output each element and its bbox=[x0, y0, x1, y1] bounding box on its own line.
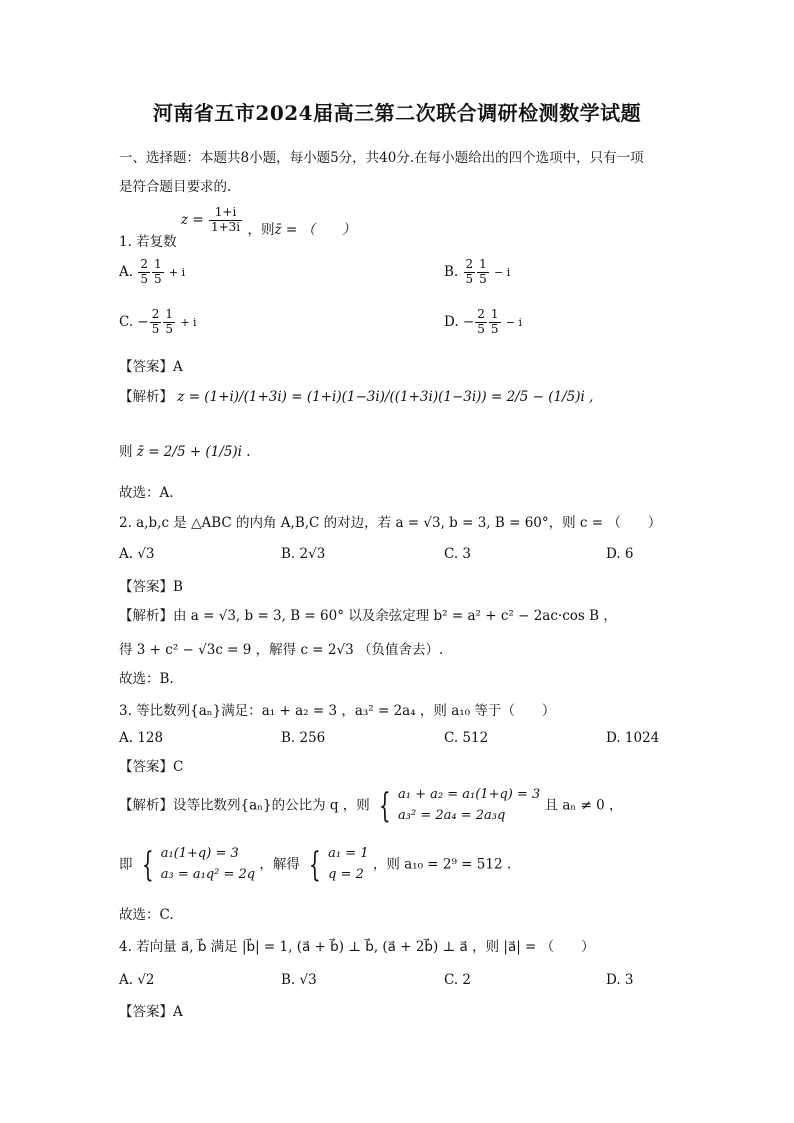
q1-option-c-label: C. bbox=[119, 313, 134, 330]
q3-system-1-line-2: a₃² = 2a₄ = 2a₃q bbox=[398, 807, 506, 823]
q2-step: 得 3 + c² − √3c = 9 ，解得 c = 2√3 （负值舍去）. bbox=[119, 642, 444, 658]
section-heading-line1: 一、选择题：本题共8小题，每小题5分，共40分.在每小题给出的四个选项中，只有一项 bbox=[119, 150, 644, 166]
q3-solve: ，解得 bbox=[259, 856, 300, 873]
q1-analysis-expr: z = (1+i)/(1+3i) = (1+i)(1−3i)/((1+3i)(1−3i)) = 2/5 − (1/5)i , bbox=[177, 389, 594, 405]
q3-analysis-suffix: 且 aₙ ≠ 0 ， bbox=[544, 797, 623, 814]
q3-option-b[interactable]: B. 256 bbox=[281, 730, 326, 746]
q4-answer: 【答案】A bbox=[119, 1004, 183, 1020]
q1-prefix: 1. 若复数 bbox=[119, 233, 177, 250]
q1-then-label: 则 bbox=[119, 444, 133, 460]
q1-option-a[interactable] bbox=[119, 258, 185, 287]
q1-zbar: z̄ = （ ） bbox=[274, 221, 356, 238]
q1-option-b-frac2: $\frac{1}{5}$ bbox=[479, 257, 487, 286]
q1-option-d-frac1: $\frac{2}{5}$ bbox=[477, 307, 485, 336]
q2-option-a[interactable]: A. √3 bbox=[119, 546, 155, 562]
q1-option-b-frac1: $\frac{2}{5}$ bbox=[465, 257, 474, 286]
q1-option-a-frac2: $\frac{1}{5}$ bbox=[153, 257, 162, 286]
q1-option-d[interactable]: D. − $\frac{2}{5}$ $\frac{1}{5}$ − i bbox=[444, 307, 523, 336]
q2-option-c[interactable]: C. 3 bbox=[444, 546, 472, 562]
q3-system-1 bbox=[398, 785, 540, 827]
q1-then bbox=[119, 440, 251, 460]
q3-conclusion: 故选：C. bbox=[119, 907, 174, 923]
q3-option-d[interactable]: D. 1024 bbox=[606, 730, 660, 746]
q2-option-d[interactable]: D. 6 bbox=[606, 546, 634, 562]
q3-option-c[interactable]: C. 512 bbox=[444, 730, 489, 746]
q2-stem: 2. a,b,c 是 △ABC 的内角 A,B,C 的对边，若 a = √3, b = 3, B = 60°，则 c = （ ） bbox=[119, 515, 662, 531]
q3-system-1-line-1: a₁ + a₂ = a₁(1+q) = 3 bbox=[398, 787, 541, 802]
q4-option-b[interactable]: B. √3 bbox=[281, 972, 317, 988]
q1-conclusion: 故选：A. bbox=[119, 485, 174, 501]
q1-option-d-text: − i bbox=[505, 315, 523, 329]
q1-option-c-frac2: $\frac{1}{5}$ bbox=[165, 307, 174, 336]
page-title: 河南省五市2024届高三第二次联合调研检测数学试题 bbox=[152, 101, 642, 125]
q3-solution bbox=[119, 844, 511, 886]
q2-answer: 【答案】B bbox=[119, 579, 183, 595]
q4-option-c[interactable]: C. 2 bbox=[444, 972, 472, 988]
q3-ji: 即 bbox=[119, 856, 133, 873]
q1-option-a-frac1: $\frac{2}{5}$ bbox=[140, 257, 148, 286]
q2-analysis: 【解析】由 a = √3, b = 3, B = 60° 以及余弦定理 b² = a² + c² − 2ac·cos B ， bbox=[119, 608, 617, 624]
q1-answer: 【答案】A bbox=[119, 359, 183, 375]
q1-option-a-label: A. bbox=[119, 263, 134, 280]
q1-option-c[interactable]: C. − $\frac{2}{5}$ $\frac{1}{5}$ + i bbox=[119, 307, 197, 336]
q1-stem bbox=[119, 205, 356, 250]
q1-analysis-label: 【解析】 bbox=[119, 389, 173, 405]
q1-then-expr: z̄ = 2/5 + (1/5)i . bbox=[136, 444, 251, 460]
q1-option-c-text: + i bbox=[180, 315, 197, 329]
q3-system-3-line-2: q = 2 bbox=[328, 866, 364, 882]
q3-system-2-line-1: a₁(1+q) = 3 bbox=[160, 846, 239, 861]
q3-system-3-line-1: a₁ = 1 bbox=[328, 846, 369, 861]
q3-stem: 3. 等比数列{aₙ}满足：a₁ + a₂ = 3 ，a₃² = 2a₄ ，则 a₁₀ 等于（ ） bbox=[119, 703, 556, 719]
q4-option-d[interactable]: D. 3 bbox=[606, 972, 634, 988]
section-heading-line2: 是符合题目要求的. bbox=[119, 179, 232, 195]
q1-suffix: ，则 bbox=[247, 221, 275, 238]
q3-brace-1: { bbox=[378, 785, 391, 826]
q3-option-a[interactable]: A. 128 bbox=[119, 730, 164, 746]
q1-fraction-den: 1+3i bbox=[210, 219, 241, 234]
q3-brace-3: { bbox=[309, 844, 321, 885]
q1-option-d-frac2: $\frac{1}{5}$ bbox=[490, 307, 499, 336]
q3-brace-2: { bbox=[141, 844, 154, 885]
q3-system-2-line-2: a₃ = a₁q² = 2q bbox=[160, 866, 256, 882]
q1-z-eq: z = bbox=[180, 211, 204, 228]
q3-system-3 bbox=[328, 844, 368, 886]
q1-option-b-label: B. bbox=[444, 263, 459, 280]
q4-option-a[interactable]: A. √2 bbox=[119, 972, 155, 988]
q3-system-2 bbox=[161, 844, 255, 886]
q3-analysis-prefix: 【解析】设等比数列{aₙ}的公比为 q ，则 bbox=[119, 797, 370, 814]
q3-answer: 【答案】C bbox=[119, 759, 184, 775]
q2-conclusion: 故选：B. bbox=[119, 671, 174, 687]
q1-option-b-text: − i bbox=[494, 265, 511, 279]
q1-option-b[interactable] bbox=[444, 258, 510, 287]
q1-option-d-label: D. bbox=[444, 313, 459, 330]
q1-option-c-frac1: $\frac{2}{5}$ bbox=[151, 307, 160, 336]
q2-option-b[interactable]: B. 2√3 bbox=[281, 546, 326, 562]
q3-result: ，则 a₁₀ = 2⁹ = 512 . bbox=[372, 856, 512, 873]
q4-stem: 4. 若向量 a⃗, b⃗ 满足 |b⃗| = 1, (a⃗ + b⃗) ⊥ b⃗, (a⃗ + 2b⃗) ⊥ a⃗ ，则 |a⃗| = （ ） bbox=[119, 939, 595, 955]
q1-fraction bbox=[209, 206, 242, 235]
q1-fraction-num: 1+i bbox=[209, 206, 242, 221]
q1-option-a-text: + i bbox=[168, 265, 186, 279]
q3-analysis bbox=[119, 785, 623, 827]
q1-analysis bbox=[119, 385, 593, 405]
